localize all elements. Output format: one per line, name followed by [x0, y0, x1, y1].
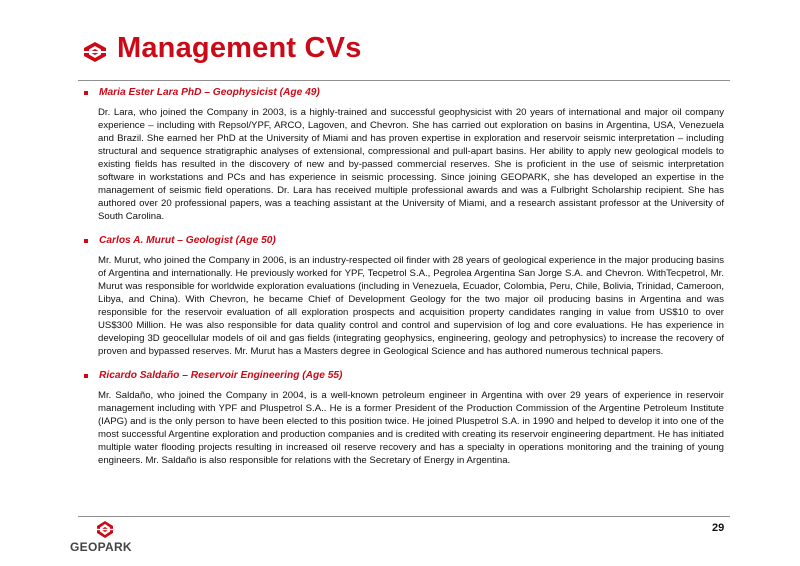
cv-body: Mr. Saldaño, who joined the Company in 2004, is a well-known petroleum engineer in Argentina with over 29 years of experience in reservoir management including with YPF and Pluspetrol S.A.. He is a former President of the Production Commission of the Argentine Petroleum Institute (IAPG) and is the only person to have been elected to this position twice. He joined Pluspetrol S.A. in 1990 and helped to develop it into one of the most successful Argentine exploration and production companies and is credited with creating its reservoir engineering department. He has initiated multiple water flooding projects resulting in increased oil reserve recovery and has a specialty in operations monitoring and the training of young engineers. Mr. Saldaño is also responsible for relations with the Secretary of Energy in Argentina.: [98, 390, 724, 466]
cv-heading-text: Carlos A. Murut – Geologist (Age 50): [99, 235, 276, 246]
company-logo-icon: [84, 42, 106, 62]
cv-entry: [84, 234, 724, 358]
cv-entry: [84, 369, 724, 467]
bullet-icon: [84, 239, 88, 243]
page-number: 29: [712, 522, 725, 534]
cv-list: [84, 86, 724, 478]
footer-divider: [78, 516, 730, 517]
cv-heading: [84, 86, 724, 99]
cv-entry: [84, 86, 724, 223]
cv-body: Dr. Lara, who joined the Company in 2003, is a highly-trained and successful geophysicist with 20 years of international and major oil company experience – including with Repsol/YPF, ARCO, Lagoven, and Chevron. She has carried out exploration on basins in Argentina, USA, Venezuela and Brazil. She earned her PhD at the University of Miami and has proven expertise in exploration and reservoir seismic interpretation – including structural and sequence stratigraphic analyses of extensional, compressional and pull-apart basins. Her ability to apply new geological models to existing fields has resulted in the discovery of new and by-passed commercial reserves. She is proficient in the use of seismic interpretation software in workstations and PCs and has experience in seismic processing. Since joining GEOPARK, she has developed an expertise in the management of seismic field operations. Dr. Lara has received multiple professional awards and was a Fulbright Scholarship recipient. She has authored over 20 professional papers, was a teaching assistant at the University of Miami, and a research assistant professor at the University of South Carolina.: [98, 107, 724, 222]
cv-heading: [84, 369, 724, 382]
cv-heading-text: Maria Ester Lara PhD – Geophysicist (Age 49): [99, 87, 320, 98]
cv-heading: [84, 234, 724, 247]
cv-body: Mr. Murut, who joined the Company in 2006, is an industry-respected oil finder with 28 years of geological experience in the major producing basins of Argentina and internationally. He previously worked for YPF, Tecpetrol S.A., Pegrolea Argentina San Jorge S.A. and Chevron. WithTecpetrol, Mr. Murut was responsible for worldwide exploration evaluations (including in Venezuela, Ecuador, Colombia, Peru, Chile, Bolivia, Trinidad, Cameroon, Libya, and China). With Chevron, he became Chief of Development Geology for the two major oil producing basins in Argentina and was responsible for the reservoir evaluation of all exploration prospects and acquisition property candidates ranging in value from US$10 to over US$300 Million. He was also responsible for data quality control and control and supervision of log and core evaluations. He has experience in developing 3D geocellular models of oil and gas fields (integrating geophysics, engineering, geology and petrophysics) to increase the recovery of proven and bypassed reserves. Mr. Murut has a Masters degree in Geological Science and has authored numerous technical papers.: [98, 255, 724, 357]
cv-heading-text: Ricardo Saldaño – Reservoir Engineering (Age 55): [99, 370, 343, 381]
page-title: Management CVs: [117, 32, 362, 64]
bullet-icon: [84, 374, 88, 378]
company-name: GEOPARK: [70, 540, 132, 554]
bullet-icon: [84, 91, 88, 95]
header-divider: [78, 80, 730, 81]
